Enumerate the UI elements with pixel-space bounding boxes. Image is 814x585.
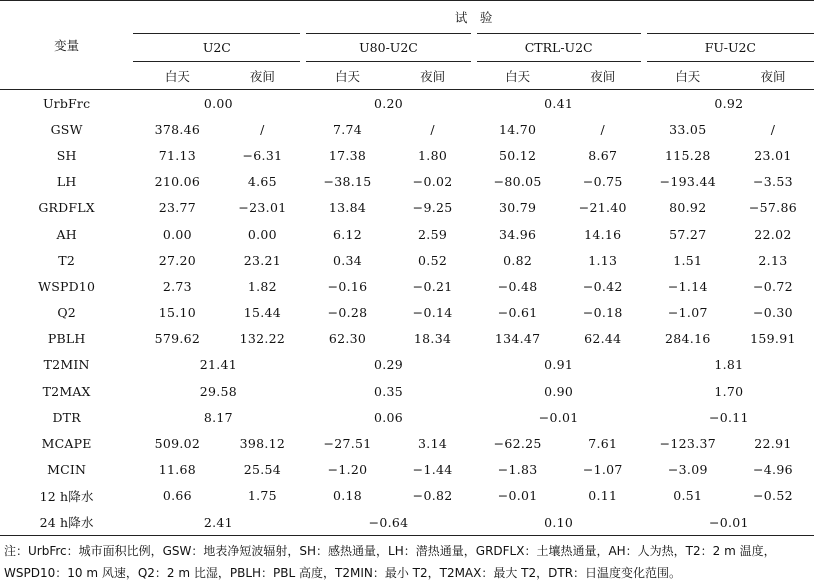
merged-value-cell: 0.35: [373, 383, 404, 399]
table-row: [0, 116, 814, 142]
day-value-cell: 0.82: [503, 252, 533, 268]
row-variable: T2MIN: [43, 357, 90, 373]
day-value-cell: 7.74: [332, 121, 363, 137]
night-value-cell: −23.01: [238, 200, 287, 216]
night-value-cell: −0.21: [412, 278, 453, 294]
day-value-cell: 579.62: [154, 331, 201, 347]
night-value-cell: 14.16: [584, 226, 622, 242]
table-row: [0, 509, 814, 536]
night-value-cell: /: [770, 121, 776, 137]
night-header: 夜间: [392, 62, 474, 90]
merged-value-cell: 1.81: [714, 357, 744, 373]
night-value-cell: 23.21: [243, 252, 282, 268]
merged-value-cell: 21.41: [199, 357, 237, 373]
day-header: 白天: [303, 62, 391, 90]
table-row: [0, 326, 814, 352]
night-value-cell: −0.30: [753, 305, 793, 321]
table-row: [0, 483, 814, 509]
night-value-cell: /: [430, 121, 435, 137]
night-value-cell: /: [260, 121, 265, 137]
header-variable: 变量: [0, 1, 133, 90]
row-variable: PBLH: [47, 331, 86, 347]
table-row: [0, 90, 814, 117]
table-row: [0, 169, 814, 195]
day-value-cell: 2.73: [162, 278, 192, 294]
night-value-cell: −0.42: [582, 278, 623, 294]
note-line-2: WSPD10：10 m 风速，Q2：2 m 比湿，PBLH：PBL 高度，T2MIN：最小 T2，T2MAX：最大 T2，DTR：日温度变化范围。: [4, 566, 682, 580]
night-value-cell: −6.31: [242, 147, 283, 163]
night-header: 夜间: [732, 62, 814, 90]
night-value-cell: 1.80: [418, 147, 448, 163]
night-value-cell: −0.75: [582, 174, 623, 190]
day-value-cell: 0.00: [162, 226, 192, 242]
row-variable: 12 h降水: [39, 488, 94, 504]
day-value-cell: 33.05: [669, 121, 707, 137]
night-value-cell: −1.44: [412, 462, 453, 478]
day-value-cell: −123.37: [659, 436, 716, 452]
night-value-cell: −0.14: [412, 305, 453, 321]
day-value-cell: −62.25: [493, 436, 542, 452]
day-value-cell: 0.18: [332, 488, 363, 504]
table-note: [4, 540, 812, 584]
table-row: [0, 247, 814, 273]
night-value-cell: −0.82: [412, 488, 453, 504]
row-variable: T2: [58, 252, 75, 268]
night-value-cell: 3.14: [418, 436, 448, 452]
night-value-cell: −3.53: [753, 174, 793, 190]
day-value-cell: −0.16: [327, 278, 368, 294]
merged-value-cell: 0.00: [203, 95, 233, 111]
merged-value-cell: 29.58: [199, 383, 237, 399]
day-value-cell: 0.66: [162, 488, 192, 504]
merged-value-cell: 8.17: [203, 409, 233, 425]
night-value-cell: 2.13: [758, 252, 788, 268]
merged-value-cell: 0.90: [544, 383, 574, 399]
day-value-cell: 0.51: [673, 488, 703, 504]
table-row: [0, 352, 814, 378]
day-value-cell: 34.96: [499, 226, 537, 242]
merged-value-cell: 0.29: [373, 357, 404, 373]
night-value-cell: 8.67: [588, 147, 618, 163]
merged-value-cell: 0.06: [373, 409, 404, 425]
day-value-cell: 1.51: [673, 252, 703, 268]
merged-value-cell: −0.01: [538, 409, 579, 425]
day-value-cell: −1.83: [497, 462, 538, 478]
table-row: [0, 300, 814, 326]
day-value-cell: −80.05: [493, 174, 542, 190]
row-variable: AH: [56, 226, 77, 242]
night-value-cell: −21.40: [578, 200, 627, 216]
day-value-cell: −27.51: [323, 436, 372, 452]
row-variable: Q2: [57, 305, 76, 321]
day-value-cell: −193.44: [659, 174, 716, 190]
day-header: 白天: [644, 62, 732, 90]
day-header: 白天: [474, 62, 562, 90]
night-value-cell: 23.01: [754, 147, 792, 163]
table-row: [0, 457, 814, 483]
row-variable: DTR: [52, 409, 81, 425]
merged-value-cell: −0.11: [708, 409, 749, 425]
night-value-cell: 22.02: [754, 226, 792, 242]
night-value-cell: −57.86: [748, 200, 797, 216]
day-value-cell: 134.47: [494, 331, 541, 347]
table-row: [0, 430, 814, 456]
night-value-cell: 2.59: [418, 226, 448, 242]
day-value-cell: 378.46: [154, 121, 201, 137]
night-value-cell: 18.34: [413, 331, 452, 347]
day-value-cell: −0.48: [497, 278, 538, 294]
day-value-cell: 115.28: [665, 147, 711, 163]
night-value-cell: 0.00: [247, 226, 277, 242]
table-row: [0, 142, 814, 168]
day-value-cell: 57.27: [669, 226, 707, 242]
table-row: [0, 195, 814, 221]
day-value-cell: −1.14: [667, 278, 708, 294]
day-value-cell: −0.01: [497, 488, 538, 504]
row-variable: 24 h降水: [0, 509, 133, 536]
row-variable: MCAPE: [41, 436, 92, 452]
day-value-cell: 15.10: [158, 305, 196, 321]
day-value-cell: 27.20: [158, 252, 196, 268]
day-value-cell: 6.12: [332, 226, 363, 242]
day-value-cell: −3.09: [667, 462, 708, 478]
row-variable: GRDFLX: [38, 200, 95, 216]
night-header: 夜间: [562, 62, 644, 90]
night-value-cell: −0.18: [582, 305, 623, 321]
table-row: [0, 221, 814, 247]
night-value-cell: −0.52: [753, 488, 793, 504]
row-variable: GSW: [50, 121, 83, 137]
row-variable: MCIN: [47, 462, 87, 478]
night-value-cell: −0.72: [753, 278, 793, 294]
night-value-cell: −1.07: [582, 462, 623, 478]
day-value-cell: 284.16: [665, 331, 711, 347]
row-variable: WSPD10: [38, 278, 96, 294]
group-header: CTRL-U2C: [474, 34, 644, 62]
group-header: FU-U2C: [644, 34, 814, 62]
header-experiment: 试 验: [133, 1, 814, 34]
row-variable: LH: [56, 174, 77, 190]
night-value-cell: 15.44: [243, 305, 282, 321]
merged-value-cell: 0.92: [714, 95, 744, 111]
day-value-cell: −1.07: [667, 305, 708, 321]
group-header: U80-U2C: [303, 34, 473, 62]
merged-value-cell: 0.41: [544, 95, 574, 111]
night-value-cell: 159.91: [750, 331, 796, 347]
night-value-cell: 1.75: [247, 488, 277, 504]
table-row: [0, 273, 814, 299]
merged-value-cell: 0.91: [544, 357, 574, 373]
night-value-cell: −0.02: [412, 174, 453, 190]
day-value-cell: 0.34: [332, 252, 363, 268]
row-variable: UrbFrc: [42, 95, 91, 111]
night-value-cell: 4.65: [247, 174, 277, 190]
table-row: [0, 404, 814, 430]
merged-value-cell: 1.70: [714, 383, 744, 399]
night-value-cell: −9.25: [412, 200, 453, 216]
day-value-cell: 14.70: [499, 121, 537, 137]
day-value-cell: 17.38: [328, 147, 367, 163]
night-value-cell: 25.54: [243, 462, 282, 478]
day-value-cell: 80.92: [669, 200, 707, 216]
day-value-cell: −0.28: [327, 305, 368, 321]
day-value-cell: 13.84: [328, 200, 367, 216]
table-row: [0, 378, 814, 404]
night-value-cell: /: [600, 121, 605, 137]
day-value-cell: 210.06: [154, 174, 201, 190]
day-value-cell: −1.20: [327, 462, 368, 478]
night-value-cell: 7.61: [588, 436, 618, 452]
night-header: 夜间: [221, 62, 303, 90]
merged-value-cell: 0.20: [373, 95, 404, 111]
night-value-cell: 0.11: [588, 488, 618, 504]
day-value-cell: 62.30: [328, 331, 367, 347]
day-value-cell: −0.61: [497, 305, 538, 321]
day-header: 白天: [133, 62, 221, 90]
merged-value-cell: 2.41: [133, 509, 303, 536]
night-value-cell: 1.13: [588, 252, 618, 268]
merged-value-cell: 0.10: [474, 509, 644, 536]
night-value-cell: 0.52: [418, 252, 448, 268]
night-value-cell: −4.96: [753, 462, 793, 478]
merged-value-cell: −0.64: [303, 509, 473, 536]
note-line-1: 注：UrbFrc：城市面积比例，GSW：地表净短波辐射，SH：感热通量，LH：潜热通量，GRDFLX：土壤热通量，AH：人为热，T2：2 m 温度，: [4, 544, 776, 558]
night-value-cell: 398.12: [239, 436, 286, 452]
merged-value-cell: −0.01: [644, 509, 814, 536]
night-value-cell: 22.91: [754, 436, 792, 452]
day-value-cell: 50.12: [499, 147, 537, 163]
day-value-cell: 23.77: [158, 200, 196, 216]
day-value-cell: 30.79: [499, 200, 537, 216]
night-value-cell: 1.82: [247, 278, 277, 294]
group-header: U2C: [133, 34, 303, 62]
night-value-cell: 62.44: [584, 331, 622, 347]
day-value-cell: −38.15: [323, 174, 372, 190]
day-value-cell: 11.68: [158, 462, 196, 478]
day-value-cell: 509.02: [154, 436, 201, 452]
row-variable: T2MAX: [42, 383, 91, 399]
day-value-cell: 71.13: [158, 147, 196, 163]
row-variable: SH: [56, 147, 77, 163]
night-value-cell: 132.22: [239, 331, 286, 347]
